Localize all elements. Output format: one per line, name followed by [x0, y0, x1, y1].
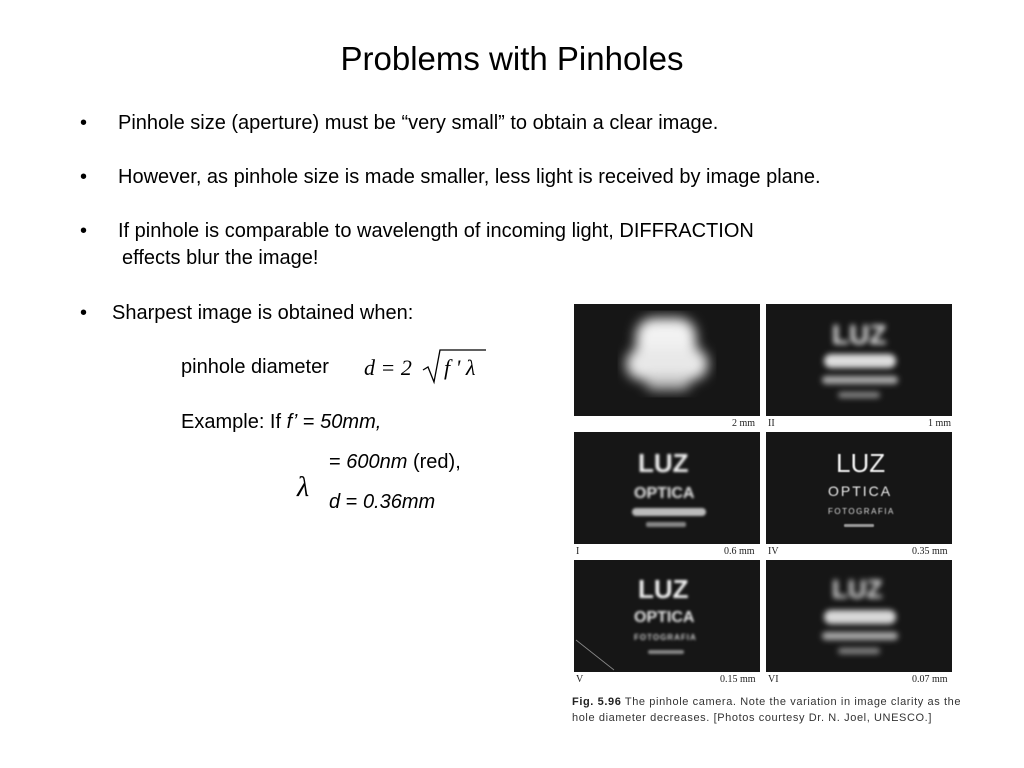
panel-word: LUZ [832, 319, 887, 350]
bullet-marker: • [80, 220, 88, 242]
bullet-marker: • [80, 166, 88, 188]
lambda-value: 600nm [346, 451, 408, 473]
panel-word: LUZ [836, 448, 886, 478]
f-symbol: f’ [286, 411, 298, 433]
bullet-text: If pinhole is comparable to wavelength of incoming light, DIFFRACTION [118, 220, 754, 242]
lambda-equals: = [329, 451, 341, 473]
panel-word: LUZ [638, 448, 689, 478]
photo-panel [766, 432, 952, 544]
panel-word: OPTICA [634, 609, 695, 626]
bullet-text: However, as pinhole size is made smaller, less light is received by image plane. [118, 166, 821, 188]
photo-panel [766, 304, 952, 416]
panel-roman-label: VI [768, 674, 779, 685]
bullet-marker: • [80, 302, 88, 324]
d-value: 0.36mm [362, 491, 436, 513]
pinhole-diameter-formula [364, 346, 494, 386]
figure-number: Fig. 5.96 [572, 696, 622, 708]
panel-size-label: 0.07 mm [912, 674, 948, 685]
panel-word: FOTOGRAFIA [634, 633, 697, 642]
bullet-text: Pinhole size (aperture) must be “very small” to obtain a clear image. [118, 112, 719, 134]
panel-roman-label: II [768, 418, 775, 429]
pinhole-photo-figure [566, 296, 958, 746]
panel-word: OPTICA [828, 483, 893, 499]
bullet-text-continued: effects blur the image! [122, 247, 319, 269]
panel-word: LUZ [832, 574, 883, 604]
panel-size-label: 0.6 mm [724, 546, 755, 557]
panel-size-label: 1 mm [928, 418, 952, 429]
f-equals: = [302, 411, 315, 433]
panel-roman-label: V [576, 674, 584, 685]
diameter-line [329, 491, 435, 514]
bullet-marker: • [80, 112, 88, 134]
formula-radicand: f ' λ [444, 355, 476, 380]
f-value: 50mm, [320, 411, 382, 433]
formula-lhs: d = 2 [364, 355, 412, 380]
panel-roman-label: IV [768, 546, 779, 557]
photo-panel [574, 304, 760, 416]
slide-title: Problems with Pinholes [340, 40, 684, 77]
photo-panel [574, 432, 760, 544]
figure-caption [572, 694, 962, 726]
d-symbol: d [329, 491, 341, 513]
panel-word: LUZ [638, 574, 689, 604]
panel-word: OPTICA [634, 485, 695, 502]
lambda-symbol: λ [297, 472, 310, 503]
bullet-text: Sharpest image is obtained when: [112, 302, 414, 324]
photo-panel [766, 560, 952, 672]
example-prefix: Example: If [181, 411, 282, 433]
panel-size-label: 0.35 mm [912, 546, 948, 557]
lambda-line [329, 451, 461, 474]
panel-size-label: 2 mm [732, 418, 756, 429]
panel-roman-label: I [576, 546, 580, 557]
photo-panel [574, 560, 760, 672]
figure-caption-text: The pinhole camera. Note the variation in image clarity as the hole diameter decreases. [Photos courtesy Dr. N. Joel, UNESCO.] [572, 696, 962, 724]
panel-word: FOTOGRAFIA [828, 507, 895, 516]
example-line [181, 411, 381, 434]
panel-size-label: 0.15 mm [720, 674, 756, 685]
d-equals: = [345, 491, 358, 513]
formula-label: pinhole diameter [181, 356, 329, 378]
lambda-note: (red), [412, 451, 461, 473]
